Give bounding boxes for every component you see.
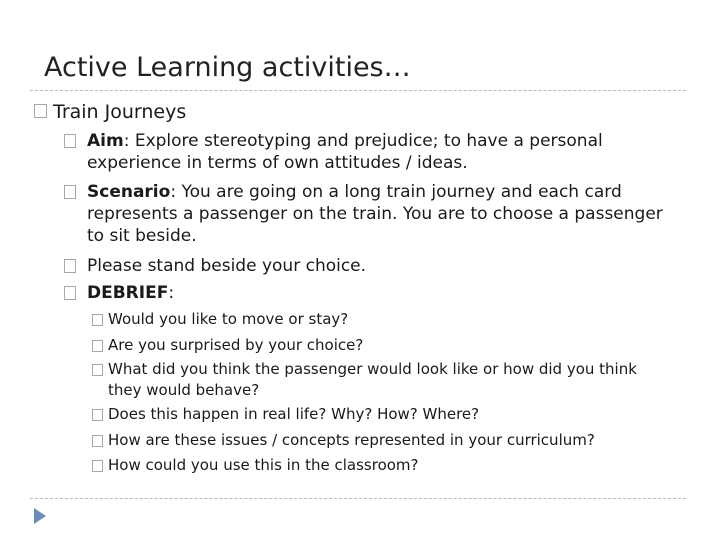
debrief-question (92, 359, 672, 401)
point-label: DEBRIEF (87, 283, 169, 303)
footer-divider (30, 498, 686, 499)
point-text: Please stand beside your choice. (87, 256, 367, 276)
square-bullet-icon (64, 134, 76, 148)
question-text: Does this happen in real life? Why? How? Where? (108, 405, 480, 423)
question-text: Would you like to move or stay? (108, 310, 349, 328)
debrief-question (92, 455, 672, 476)
question-text: How are these issues / concepts represented in your curriculum? (108, 431, 595, 449)
square-bullet-icon (64, 286, 76, 300)
square-bullet-icon (92, 460, 103, 472)
square-bullet-icon (92, 340, 103, 352)
debrief-question (92, 430, 672, 451)
debrief-question (92, 335, 672, 356)
square-bullet-icon (92, 314, 103, 326)
heading-train-journeys (34, 99, 186, 125)
point-text: : You are going on a long train journey and each card represents a passenger on the train. You are to choose a passenger to sit beside. (87, 182, 663, 246)
point-stand (64, 255, 674, 277)
question-text: What did you think the passenger would look like or how did you think they would behave? (108, 360, 637, 399)
point-aim (64, 130, 674, 174)
debrief-question (92, 404, 672, 425)
point-debrief (64, 282, 674, 304)
question-text: How could you use this in the classroom? (108, 456, 419, 474)
point-scenario (64, 181, 674, 247)
square-bullet-icon (64, 259, 76, 273)
point-label: Aim (87, 131, 124, 151)
next-slide-arrow-icon[interactable] (34, 508, 46, 524)
square-bullet-icon (92, 435, 103, 447)
question-text: Are you surprised by your choice? (108, 336, 364, 354)
heading-text: Train Journeys (53, 101, 187, 123)
square-bullet-icon (64, 185, 76, 199)
title-divider (30, 90, 686, 91)
point-text: : Explore stereotyping and prejudice; to have a personal experience in terms of own attitudes / ideas. (87, 131, 603, 173)
square-bullet-icon (34, 104, 47, 118)
point-label: Scenario (87, 182, 171, 202)
debrief-question (92, 309, 672, 330)
point-text: : (168, 283, 175, 303)
slide-title: Active Learning activities… (44, 52, 411, 83)
square-bullet-icon (92, 409, 103, 421)
square-bullet-icon (92, 364, 103, 376)
